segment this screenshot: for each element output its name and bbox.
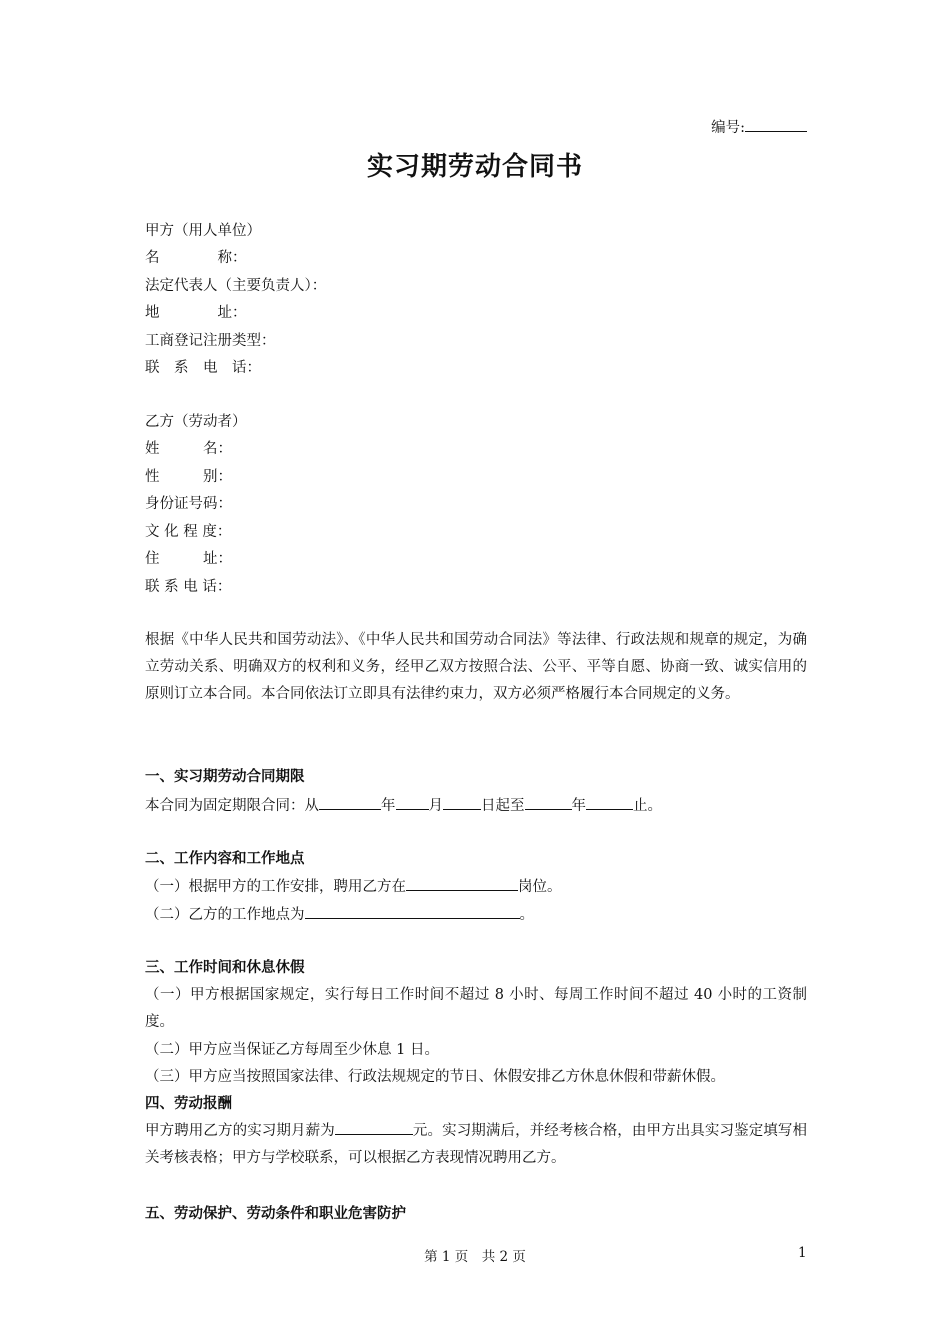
party-a-name-label: 名 称： [145,250,247,266]
term-year-label: 年 [381,798,396,814]
start-month-blank[interactable] [396,795,429,810]
section-1-term [145,795,662,816]
page-info: 第 1 页 共 2 页 [424,1249,526,1265]
section-2-heading: 二、工作内容和工作地点 [145,850,305,867]
intro-paragraph: 根据《中华人民共和国劳动法》、《中华人民共和国劳动合同法》等法律、行政法规和规章的规定，为确立劳动关系、明确双方的权利和义务，经甲乙双方按照合法、公平、平等自愿、协商一致、诚实信用的原则订立本合同。本合同依法订立即具有法律约束力，双方必须严格履行本合同规定的义务。 [145,632,807,702]
position-suffix: 岗位。 [518,879,562,895]
work-location-suffix: 。 [519,907,534,923]
party-b-address-label: 住 址： [145,551,232,567]
section-3-item-2: （二）甲方应当保证乙方每周至少休息 1 日。 [145,1042,439,1058]
party-a-phone-label: 联 系 电 话： [145,360,261,376]
page-number: 1 [798,1245,807,1261]
section-1-heading: 一、实习期劳动合同期限 [145,768,305,785]
section-5-heading: 五、劳动保护、劳动条件和职业危害防护 [145,1205,406,1222]
start-year-blank[interactable] [319,795,381,810]
work-location-text: （二）乙方的工作地点为 [145,907,305,923]
section-2-item-1 [145,876,562,897]
start-day-blank[interactable] [443,795,481,810]
party-b-education-label: 文 化 程 度： [145,524,232,540]
end-date-blank[interactable] [586,795,633,810]
contract-number-blank[interactable] [745,117,807,132]
section-3-item-1: （一）甲方根据国家规定，实行每日工作时间不超过 8 小时、每周工作时间不超过 40 小时的工资制度。 [145,987,807,1030]
party-b-id-label: 身份证号码： [145,496,232,512]
section-4-salary [145,1118,807,1172]
party-a-heading: 甲方（用人单位） [145,223,261,239]
term-end-year-label: 年 [571,798,586,814]
salary-suffix: 元。实习期满后，并经考核合格，由甲方出具实习鉴定填写相关考核表格；甲方与学校联系，可以根据乙方表现情况聘用乙方。 [145,1123,808,1166]
work-location-blank[interactable] [305,904,520,919]
party-b-name-label: 姓 名： [145,441,232,457]
party-b-phone-label: 联 系 电 话： [145,579,232,595]
party-b-gender-label: 性 别： [145,469,232,485]
section-3-item-3: （三）甲方应当按照国家法律、行政法规规定的节日、休假安排乙方休息休假和带薪休假。 [145,1069,725,1085]
section-2-item-2 [145,904,534,925]
party-a-legal-rep-label: 法定代表人（主要负责人）： [145,278,327,294]
salary-text: 甲方聘用乙方的实习期月薪为 [145,1123,335,1139]
term-end-label: 止。 [633,798,662,814]
party-a-address-label: 地 址： [145,305,247,321]
term-text-from: 本合同为固定期限合同：从 [145,798,319,814]
salary-blank[interactable] [335,1120,413,1135]
contract-number-label: 编号: [711,120,745,136]
position-text: （一）根据甲方的工作安排，聘用乙方在 [145,879,406,895]
contract-number [711,116,807,137]
section-3-heading: 三、工作时间和休息休假 [145,959,305,976]
position-blank[interactable] [406,876,518,891]
document-title: 实习期劳动合同书 [366,152,583,182]
end-year-blank[interactable] [525,795,572,810]
term-day-label: 日起至 [481,798,525,814]
term-month-label: 月 [428,798,443,814]
party-b-heading: 乙方（劳动者） [145,414,247,430]
party-a-reg-type-label: 工商登记注册类型： [145,333,276,349]
section-4-heading: 四、劳动报酬 [145,1095,232,1112]
